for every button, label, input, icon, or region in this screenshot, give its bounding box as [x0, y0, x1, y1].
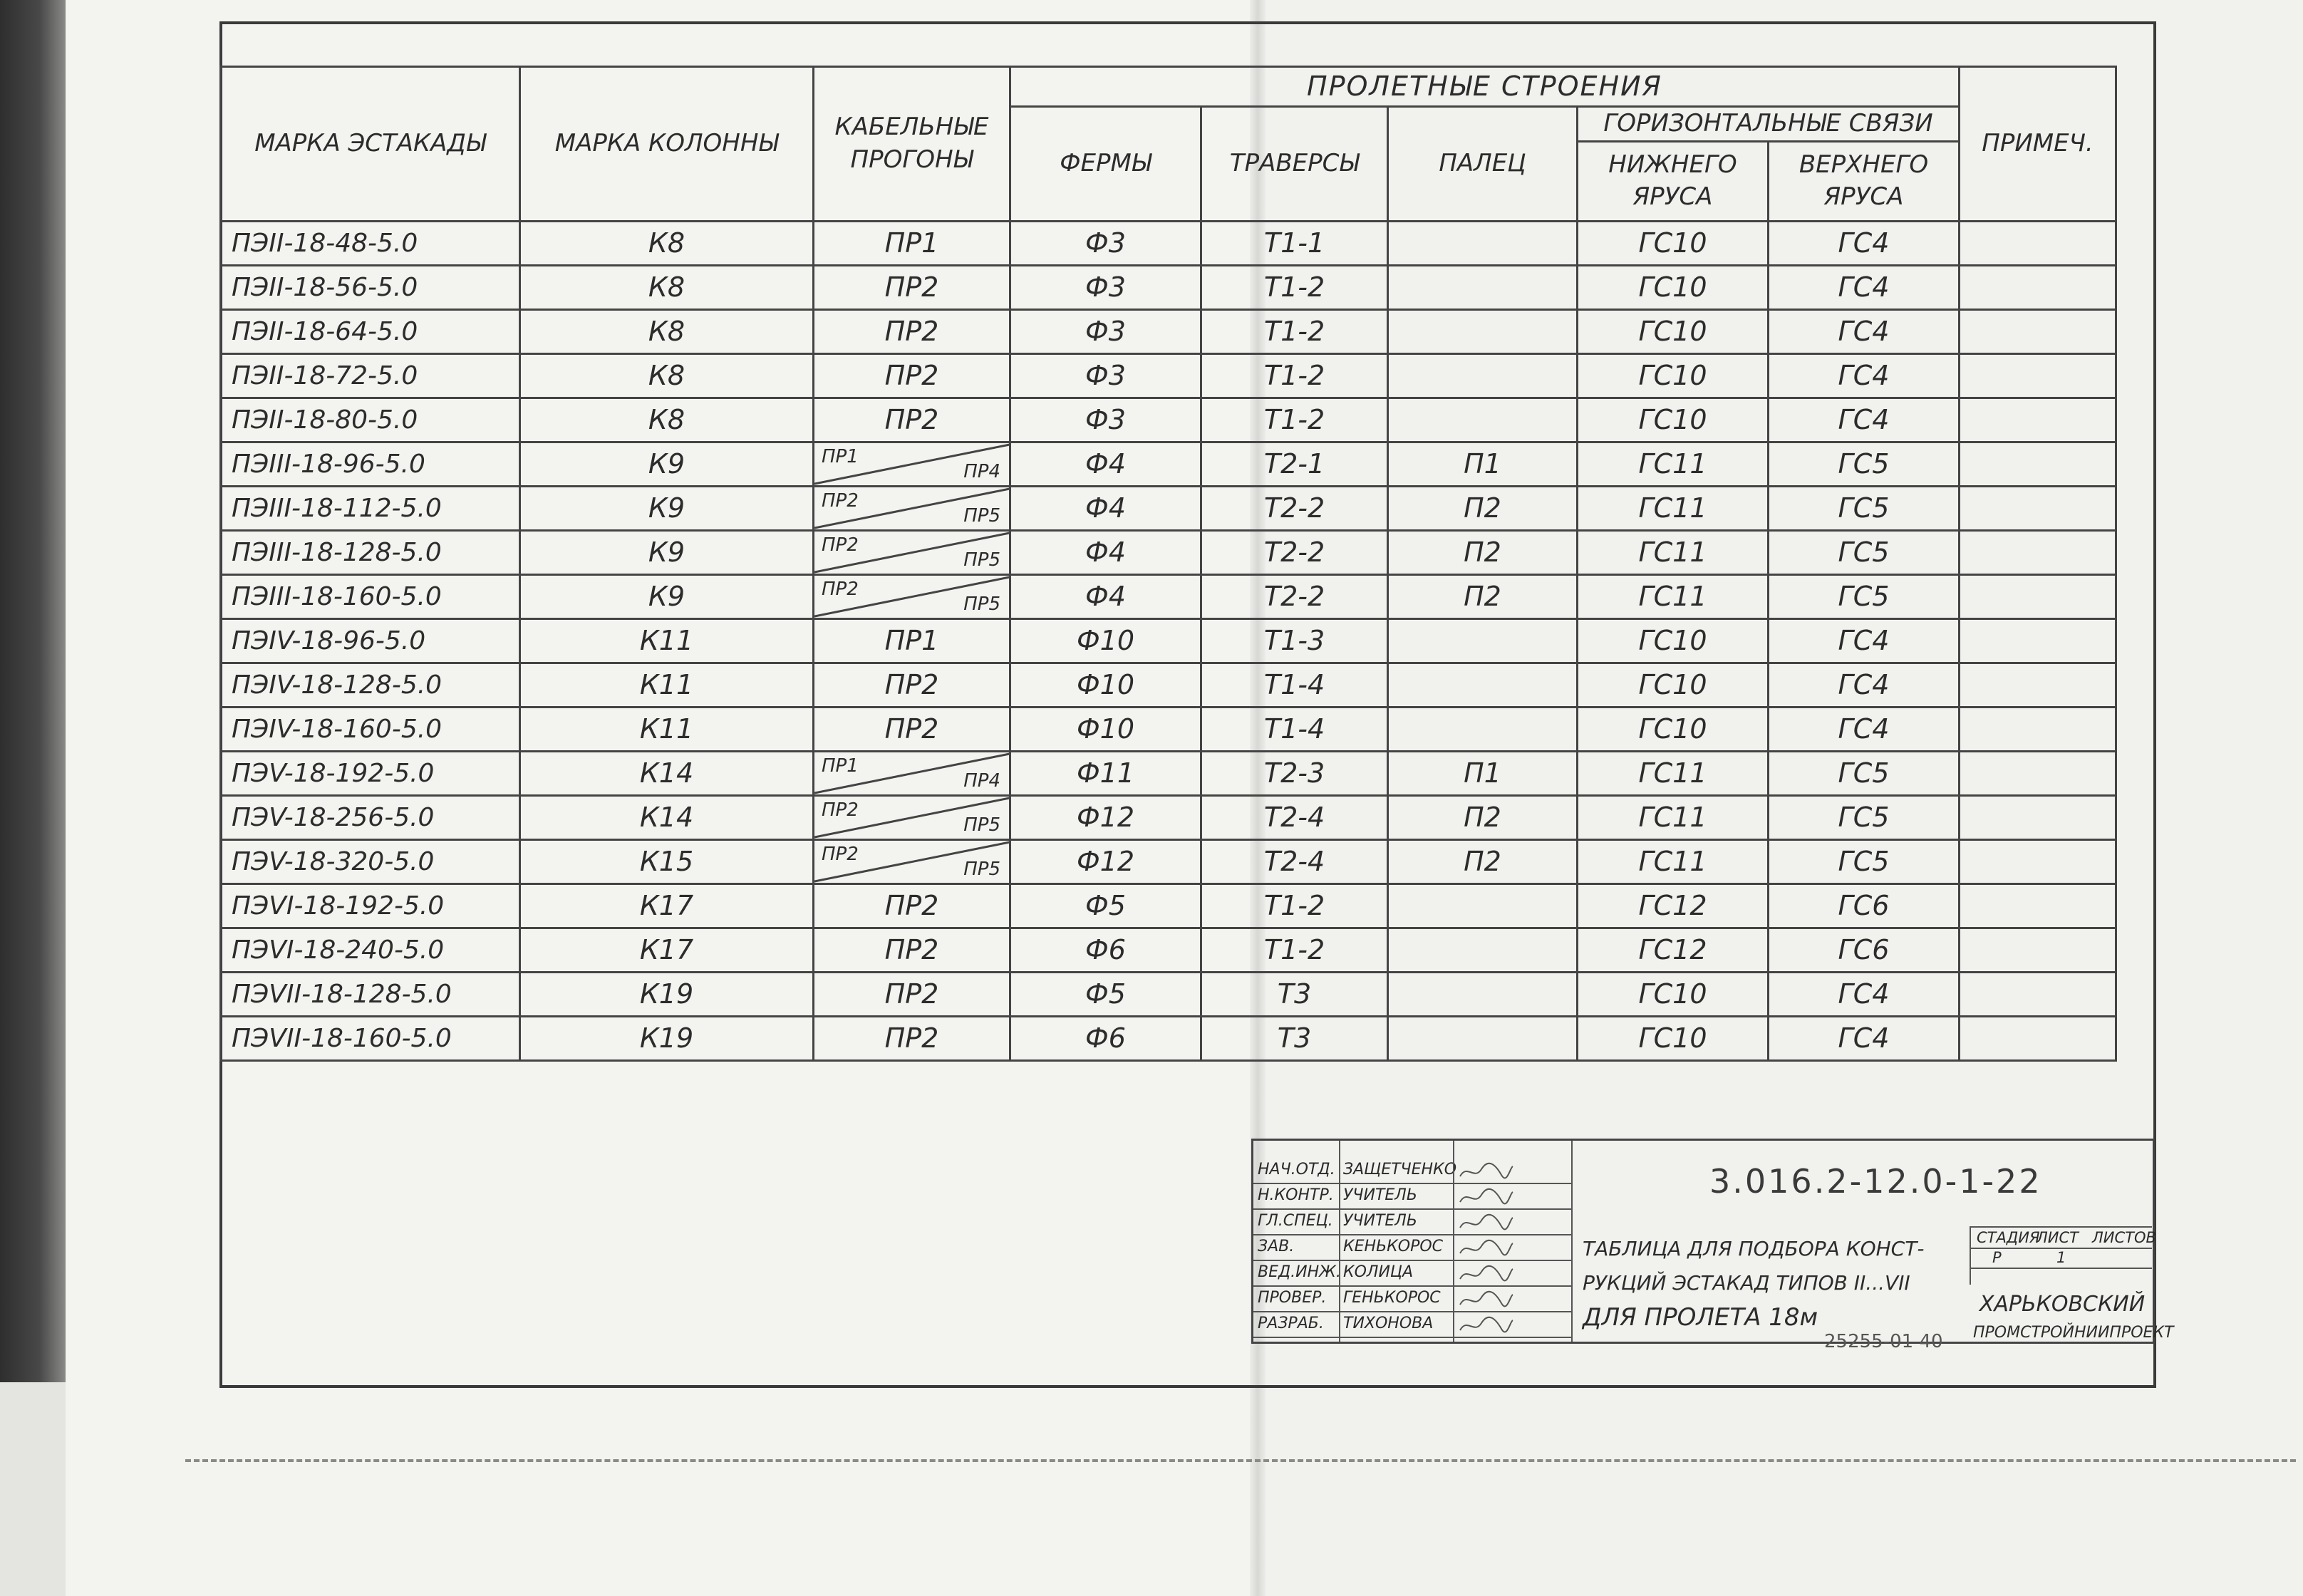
cell-estakada: ПЭIV-18-160-5.0	[221, 707, 520, 751]
cell-progon-split	[814, 751, 1010, 795]
signer-role: ВЕД.ИНЖ.	[1258, 1263, 1341, 1281]
cell-verh: ГС4	[1769, 618, 1960, 663]
cell-ferma: Ф4	[1010, 574, 1201, 618]
cell-kolonna: К9	[520, 486, 814, 530]
cell-palec: П2	[1388, 574, 1578, 618]
table-row	[221, 618, 2116, 663]
cell-traversa: Т2-2	[1201, 574, 1388, 618]
cell-palec	[1388, 618, 1578, 663]
header-nizhn: НИЖНЕГО ЯРУСА	[1578, 141, 1769, 221]
cell-primech	[1960, 839, 2116, 884]
cell-nizh: ГС10	[1578, 398, 1769, 442]
cell-palec	[1388, 353, 1578, 398]
cell-nizh: ГС11	[1578, 574, 1769, 618]
progon-a: ПР2	[822, 489, 859, 512]
cell-estakada: ПЭIII-18-112-5.0	[221, 486, 520, 530]
cell-palec	[1388, 928, 1578, 972]
document-title	[1583, 1232, 1924, 1335]
cell-verh: ГС5	[1769, 751, 1960, 795]
cell-traversa: Т3	[1201, 1016, 1388, 1060]
cell-ferma: Ф3	[1010, 221, 1201, 265]
signature-grid	[1253, 1141, 1571, 1342]
signature-mark	[1457, 1315, 1514, 1340]
cell-traversa: Т1-1	[1201, 221, 1388, 265]
table-body	[221, 221, 2116, 1060]
signer-role: РАЗРАБ.	[1258, 1315, 1324, 1332]
cell-verh: ГС4	[1769, 972, 1960, 1016]
cell-progon-split	[814, 795, 1010, 839]
cell-verh: ГС4	[1769, 265, 1960, 309]
signature-mark	[1457, 1263, 1514, 1289]
table-row	[221, 265, 2116, 309]
cell-kolonna: К9	[520, 442, 814, 486]
cell-palec	[1388, 398, 1578, 442]
progon-b: ПР4	[963, 770, 1000, 792]
sheet-header: ЛИСТ	[2037, 1229, 2079, 1246]
cell-estakada: ПЭIII-18-128-5.0	[221, 530, 520, 574]
header-gor-svyazi: ГОРИЗОНТАЛЬНЫЕ СВЯЗИ	[1578, 107, 1960, 142]
table-row	[221, 928, 2116, 972]
cell-kolonna: К11	[520, 663, 814, 707]
cell-verh: ГС6	[1769, 884, 1960, 928]
cell-verh: ГС5	[1769, 574, 1960, 618]
cell-kolonna: К9	[520, 530, 814, 574]
cell-palec: П2	[1388, 839, 1578, 884]
table-row	[221, 309, 2116, 353]
cell-nizh: ГС11	[1578, 530, 1769, 574]
cell-progon-split	[814, 530, 1010, 574]
cell-nizh: ГС10	[1578, 309, 1769, 353]
organization	[1973, 1290, 2174, 1347]
table-row	[221, 972, 2116, 1016]
progon-b: ПР5	[963, 814, 1000, 836]
cell-primech	[1960, 884, 2116, 928]
signer-name: УЧИТЕЛЬ	[1343, 1186, 1417, 1204]
cell-primech	[1960, 398, 2116, 442]
cell-primech	[1960, 353, 2116, 398]
cell-estakada: ПЭII-18-48-5.0	[221, 221, 520, 265]
cell-ferma: Ф5	[1010, 972, 1201, 1016]
cell-kolonna: К17	[520, 884, 814, 928]
cell-progon: ПР2	[814, 265, 1010, 309]
cell-primech	[1960, 309, 2116, 353]
cell-palec	[1388, 884, 1578, 928]
title-line: РУКЦИЙ ЭСТАКАД ТИПОВ II...VII	[1583, 1271, 1910, 1295]
cell-primech	[1960, 795, 2116, 839]
cell-nizh: ГС10	[1578, 663, 1769, 707]
cell-primech	[1960, 928, 2116, 972]
cell-traversa: Т1-2	[1201, 398, 1388, 442]
progon-a: ПР2	[822, 578, 859, 600]
title-line: ТАБЛИЦА ДЛЯ ПОДБОРА КОНСТ-	[1583, 1237, 1925, 1260]
cell-primech	[1960, 751, 2116, 795]
signer-role: ГЛ.СПЕЦ.	[1258, 1212, 1333, 1230]
signer-column-line	[1339, 1141, 1340, 1342]
table-row	[221, 398, 2116, 442]
cell-kolonna: К8	[520, 353, 814, 398]
cell-verh: ГС4	[1769, 707, 1960, 751]
stage-header: СТАДИЯ	[1977, 1229, 2040, 1246]
header-fermy: ФЕРМЫ	[1010, 107, 1201, 222]
cell-verh: ГС5	[1769, 839, 1960, 884]
cell-progon-split	[814, 574, 1010, 618]
cell-primech	[1960, 574, 2116, 618]
signer-row	[1253, 1286, 1571, 1312]
table-row	[221, 1016, 2116, 1060]
header-group: ПРОЛЕТНЫЕ СТРОЕНИЯ	[1010, 67, 1960, 107]
cell-kolonna: К17	[520, 928, 814, 972]
cell-estakada: ПЭVII-18-128-5.0	[221, 972, 520, 1016]
cell-palec	[1388, 707, 1578, 751]
cell-primech	[1960, 530, 2116, 574]
cell-primech	[1960, 221, 2116, 265]
cell-primech	[1960, 707, 2116, 751]
cell-kolonna: К11	[520, 707, 814, 751]
stage-value-row	[1971, 1248, 2152, 1269]
cell-verh: ГС4	[1769, 398, 1960, 442]
signer-row	[1253, 1209, 1571, 1235]
cell-nizh: ГС12	[1578, 884, 1769, 928]
cell-traversa: Т1-2	[1201, 884, 1388, 928]
header-kolonna: МАРКА КОЛОННЫ	[520, 67, 814, 222]
cell-estakada: ПЭII-18-80-5.0	[221, 398, 520, 442]
progon-a: ПР1	[822, 755, 859, 777]
cell-estakada: ПЭVII-18-160-5.0	[221, 1016, 520, 1060]
cell-nizh: ГС11	[1578, 751, 1769, 795]
cell-progon: ПР2	[814, 707, 1010, 751]
signer-row	[1253, 1312, 1571, 1338]
cell-traversa: Т1-2	[1201, 309, 1388, 353]
cell-palec: П2	[1388, 795, 1578, 839]
cell-progon-split	[814, 486, 1010, 530]
cell-estakada: ПЭVI-18-192-5.0	[221, 884, 520, 928]
cell-ferma: Ф3	[1010, 265, 1201, 309]
cell-ferma: Ф10	[1010, 707, 1201, 751]
cell-palec	[1388, 265, 1578, 309]
cell-palec	[1388, 1016, 1578, 1060]
sheet-value: 1	[2056, 1249, 2066, 1266]
cell-primech	[1960, 486, 2116, 530]
cell-kolonna: К19	[520, 1016, 814, 1060]
cell-ferma: Ф4	[1010, 442, 1201, 486]
progon-b: ПР5	[963, 858, 1000, 880]
cell-palec	[1388, 972, 1578, 1016]
signer-name: ТИХОНОВА	[1343, 1315, 1434, 1332]
cell-traversa: Т2-4	[1201, 795, 1388, 839]
title-line: ДЛЯ ПРОЛЕТА 18м	[1583, 1303, 1818, 1332]
cell-traversa: Т2-2	[1201, 486, 1388, 530]
cell-ferma: Ф3	[1010, 309, 1201, 353]
signer-name: УЧИТЕЛЬ	[1343, 1212, 1417, 1230]
cell-ferma: Ф4	[1010, 486, 1201, 530]
table-row	[221, 663, 2116, 707]
cell-ferma: Ф6	[1010, 928, 1201, 972]
cell-estakada: ПЭIV-18-96-5.0	[221, 618, 520, 663]
cell-verh: ГС4	[1769, 353, 1960, 398]
signer-name: ЗАЩЕТЧЕНКО	[1343, 1161, 1457, 1178]
progon-b: ПР5	[963, 549, 1000, 571]
header-primech: ПРИМЕЧ.	[1960, 67, 2116, 222]
progon-b: ПР5	[963, 504, 1000, 527]
table-row	[221, 221, 2116, 265]
cell-traversa: Т3	[1201, 972, 1388, 1016]
cell-traversa: Т2-3	[1201, 751, 1388, 795]
cell-progon: ПР2	[814, 353, 1010, 398]
cell-ferma: Ф6	[1010, 1016, 1201, 1060]
signer-column-line	[1453, 1141, 1454, 1342]
cell-traversa: Т2-2	[1201, 530, 1388, 574]
cell-estakada: ПЭV-18-192-5.0	[221, 751, 520, 795]
cell-estakada: ПЭIII-18-160-5.0	[221, 574, 520, 618]
cell-progon: ПР2	[814, 663, 1010, 707]
signature-mark	[1457, 1161, 1514, 1186]
cell-kolonna: К15	[520, 839, 814, 884]
cell-ferma: Ф12	[1010, 795, 1201, 839]
signature-mark	[1457, 1212, 1514, 1238]
cell-nizh: ГС11	[1578, 486, 1769, 530]
cell-primech	[1960, 618, 2116, 663]
progon-b: ПР4	[963, 460, 1000, 482]
cell-traversa: Т2-1	[1201, 442, 1388, 486]
cell-ferma: Ф5	[1010, 884, 1201, 928]
progon-a: ПР2	[822, 799, 859, 821]
cell-ferma: Ф12	[1010, 839, 1201, 884]
selection-table	[219, 66, 2117, 1062]
table-row	[221, 751, 2116, 795]
table-row	[221, 795, 2116, 839]
progon-a: ПР1	[822, 445, 859, 467]
table-row	[221, 574, 2116, 618]
cell-nizh: ГС10	[1578, 353, 1769, 398]
cell-nizh: ГС12	[1578, 928, 1769, 972]
signer-name: КОЛИЦА	[1343, 1263, 1414, 1281]
cell-kolonna: К8	[520, 309, 814, 353]
table-row	[221, 353, 2116, 398]
cell-traversa: Т1-2	[1201, 928, 1388, 972]
cell-palec	[1388, 663, 1578, 707]
header-estakada: МАРКА ЭСТАКАДЫ	[221, 67, 520, 222]
cell-estakada: ПЭV-18-320-5.0	[221, 839, 520, 884]
table-row	[221, 486, 2116, 530]
stage-header-row	[1971, 1228, 2156, 1249]
cell-verh: ГС5	[1769, 486, 1960, 530]
cell-verh: ГС5	[1769, 795, 1960, 839]
stage-box	[1970, 1226, 2156, 1285]
signer-name: ГЕНЬКОРОС	[1343, 1289, 1441, 1307]
cell-ferma: Ф10	[1010, 618, 1201, 663]
cell-nizh: ГС10	[1578, 265, 1769, 309]
cell-nizh: ГС10	[1578, 972, 1769, 1016]
cell-kolonna: К11	[520, 618, 814, 663]
cell-ferma: Ф3	[1010, 398, 1201, 442]
cell-ferma: Ф11	[1010, 751, 1201, 795]
title-block	[1251, 1139, 2174, 1344]
org-line: ХАРЬКОВСКИЙ	[1979, 1292, 2146, 1317]
cell-ferma: Ф3	[1010, 353, 1201, 398]
signer-row	[1253, 1235, 1571, 1261]
signature-mark	[1457, 1238, 1514, 1263]
cell-nizh: ГС11	[1578, 839, 1769, 884]
signer-row	[1253, 1183, 1571, 1210]
scanner-edge	[0, 0, 66, 1382]
cell-traversa: Т1-2	[1201, 353, 1388, 398]
cell-palec	[1388, 309, 1578, 353]
table-row	[221, 530, 2116, 574]
signature-mark	[1457, 1186, 1514, 1212]
cell-kolonna: К19	[520, 972, 814, 1016]
cell-estakada: ПЭIII-18-96-5.0	[221, 442, 520, 486]
cell-traversa: Т1-4	[1201, 707, 1388, 751]
cell-traversa: Т1-3	[1201, 618, 1388, 663]
table-row	[221, 442, 2116, 486]
cell-estakada: ПЭIV-18-128-5.0	[221, 663, 520, 707]
cell-progon: ПР1	[814, 618, 1010, 663]
cell-nizh: ГС11	[1578, 795, 1769, 839]
cell-nizh: ГС10	[1578, 707, 1769, 751]
cell-kolonna: К14	[520, 795, 814, 839]
org-line: ПРОМСТРОЙНИИПРОЕКТ	[1973, 1324, 2174, 1342]
signer-row	[1253, 1158, 1571, 1184]
table-row	[221, 839, 2116, 884]
cell-progon: ПР1	[814, 221, 1010, 265]
archive-number: 25255-01 40	[1824, 1331, 1943, 1352]
signer-row	[1253, 1260, 1571, 1287]
cell-traversa: Т2-4	[1201, 839, 1388, 884]
cell-ferma: Ф4	[1010, 530, 1201, 574]
cell-primech	[1960, 972, 2116, 1016]
table-row	[221, 707, 2116, 751]
progon-b: ПР5	[963, 593, 1000, 615]
cell-primech	[1960, 265, 2116, 309]
signer-role: НАЧ.ОТД.	[1258, 1161, 1335, 1178]
cell-verh: ГС4	[1769, 663, 1960, 707]
title-block-divider	[1571, 1141, 1573, 1342]
cell-verh: ГС4	[1769, 1016, 1960, 1060]
cell-progon: ПР2	[814, 972, 1010, 1016]
signer-role: Н.КОНТР.	[1258, 1186, 1334, 1204]
signer-name: КЕНЬКОРОС	[1343, 1238, 1444, 1255]
cell-estakada: ПЭVI-18-240-5.0	[221, 928, 520, 972]
header-progony: КАБЕЛЬНЫЕ ПРОГОНЫ	[814, 67, 1010, 222]
cell-verh: ГС5	[1769, 530, 1960, 574]
cell-estakada: ПЭII-18-72-5.0	[221, 353, 520, 398]
table-row	[221, 884, 2116, 928]
signer-role: ЗАВ.	[1258, 1238, 1295, 1255]
cell-kolonna: К8	[520, 265, 814, 309]
progon-a: ПР2	[822, 534, 859, 556]
cell-estakada: ПЭV-18-256-5.0	[221, 795, 520, 839]
cell-progon-split	[814, 442, 1010, 486]
cell-primech	[1960, 663, 2116, 707]
cell-kolonna: К8	[520, 221, 814, 265]
cell-kolonna: К14	[520, 751, 814, 795]
cell-palec: П1	[1388, 442, 1578, 486]
cell-primech	[1960, 442, 2116, 486]
cell-palec: П2	[1388, 530, 1578, 574]
cell-estakada: ПЭII-18-64-5.0	[221, 309, 520, 353]
sheets-header: ЛИСТОВ	[2092, 1229, 2156, 1246]
cell-nizh: ГС10	[1578, 618, 1769, 663]
cell-palec: П2	[1388, 486, 1578, 530]
progon-a: ПР2	[822, 843, 859, 865]
cell-progon-split	[814, 839, 1010, 884]
cell-primech	[1960, 1016, 2116, 1060]
cell-nizh: ГС10	[1578, 221, 1769, 265]
header-verkh: ВЕРХНЕГО ЯРУСА	[1769, 141, 1960, 221]
signer-role: ПРОВЕР.	[1258, 1289, 1327, 1307]
cell-verh: ГС4	[1769, 221, 1960, 265]
cell-verh: ГС6	[1769, 928, 1960, 972]
cell-progon: ПР2	[814, 928, 1010, 972]
signature-mark	[1457, 1289, 1514, 1315]
cell-progon: ПР2	[814, 1016, 1010, 1060]
cell-kolonna: К9	[520, 574, 814, 618]
header-palec: ПАЛЕЦ	[1388, 107, 1578, 222]
cell-progon: ПР2	[814, 398, 1010, 442]
cell-ferma: Ф10	[1010, 663, 1201, 707]
cell-traversa: Т1-2	[1201, 265, 1388, 309]
cell-nizh: ГС11	[1578, 442, 1769, 486]
cell-progon: ПР2	[814, 884, 1010, 928]
stage-value: Р	[1992, 1249, 2002, 1266]
cut-line	[185, 1459, 2296, 1462]
cell-palec: П1	[1388, 751, 1578, 795]
cell-verh: ГС4	[1769, 309, 1960, 353]
cell-kolonna: К8	[520, 398, 814, 442]
header-traversy: ТРАВЕРСЫ	[1201, 107, 1388, 222]
document-code: 3.016.2-12.0-1-22	[1709, 1162, 2042, 1201]
cell-palec	[1388, 221, 1578, 265]
cell-estakada: ПЭII-18-56-5.0	[221, 265, 520, 309]
cell-progon: ПР2	[814, 309, 1010, 353]
cell-verh: ГС5	[1769, 442, 1960, 486]
cell-traversa: Т1-4	[1201, 663, 1388, 707]
cell-nizh: ГС10	[1578, 1016, 1769, 1060]
